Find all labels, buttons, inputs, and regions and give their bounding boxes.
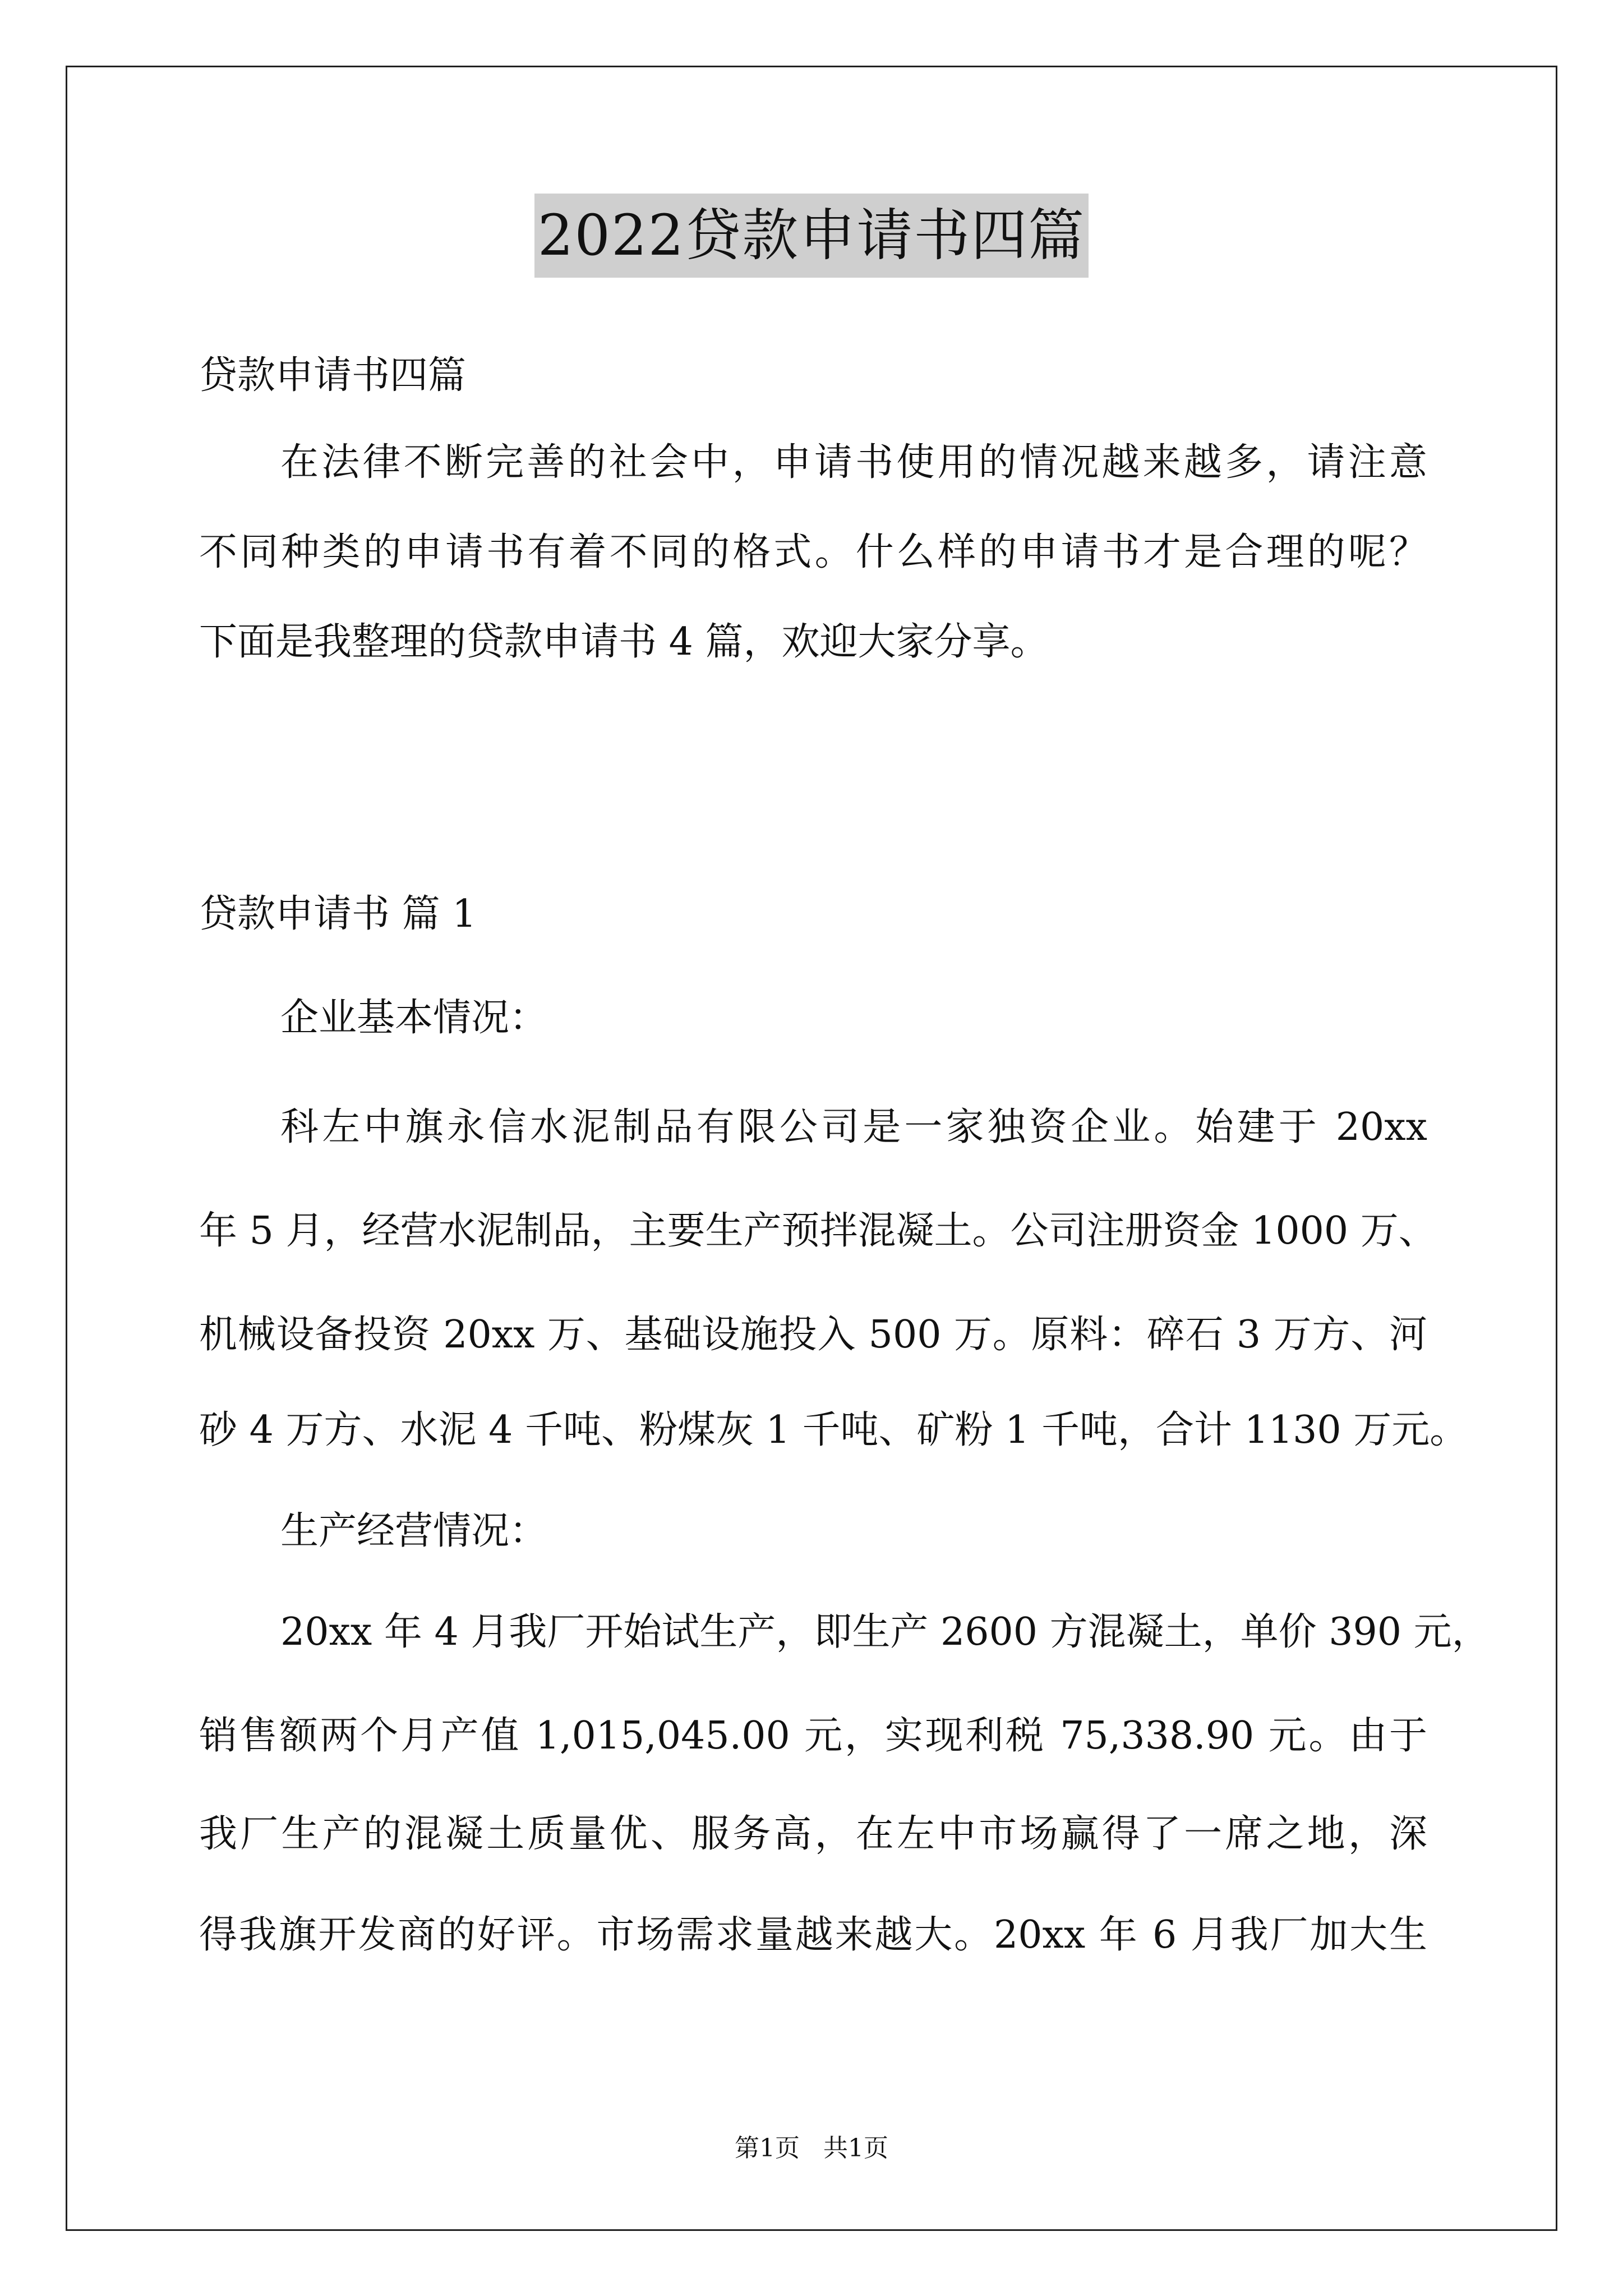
paragraph-line: 科左中旗永信水泥制品有限公司是一家独资企业。始建于 20xx	[280, 1105, 1427, 1149]
paragraph-line: 年 5 月，经营水泥制品，主要生产预拌混凝土。公司注册资金 1000 万、	[199, 1209, 1437, 1253]
basic-info-heading: 企业基本情况：	[280, 996, 548, 1040]
page-footer	[0, 2132, 1623, 2165]
paragraph-line: 销售额两个月产值 1,015,045.00 元，实现利税 75,338.90 元。由于	[199, 1714, 1427, 1758]
page-total: 共1页	[823, 2134, 888, 2162]
section-heading: 贷款申请书 篇 1	[199, 892, 477, 936]
intro-line: 在法律不断完善的社会中，申请书使用的情况越来越多，请注意	[280, 440, 1427, 485]
paragraph-line: 20xx 年 4 月我厂开始试生产，即生产 2600 方混凝土，单价 390 元，	[280, 1610, 1490, 1654]
document-title: 2022贷款申请书四篇	[534, 194, 1089, 278]
title-container	[0, 194, 1623, 278]
operations-heading: 生产经营情况：	[280, 1509, 548, 1553]
paragraph-line: 得我旗开发商的好评。市场需求量越来越大。20xx 年 6 月我厂加大生	[199, 1913, 1427, 1957]
document-subtitle: 贷款申请书四篇	[199, 353, 467, 398]
intro-line: 下面是我整理的贷款申请书 4 篇，欢迎大家分享。	[199, 620, 1049, 664]
paragraph-line: 我厂生产的混凝土质量优、服务高，在左中市场赢得了一席之地，深	[199, 1812, 1427, 1856]
paragraph-line: 砂 4 万方、水泥 4 千吨、粉煤灰 1 千吨、矿粉 1 千吨，合计 1130 万元。	[199, 1408, 1468, 1452]
page-number: 第1页	[735, 2134, 800, 2162]
intro-line: 不同种类的申请书有着不同的格式。什么样的申请书才是合理的呢？	[199, 530, 1427, 574]
paragraph-line: 机械设备投资 20xx 万、基础设施投入 500 万。原料：碎石 3 万方、河	[199, 1313, 1427, 1357]
